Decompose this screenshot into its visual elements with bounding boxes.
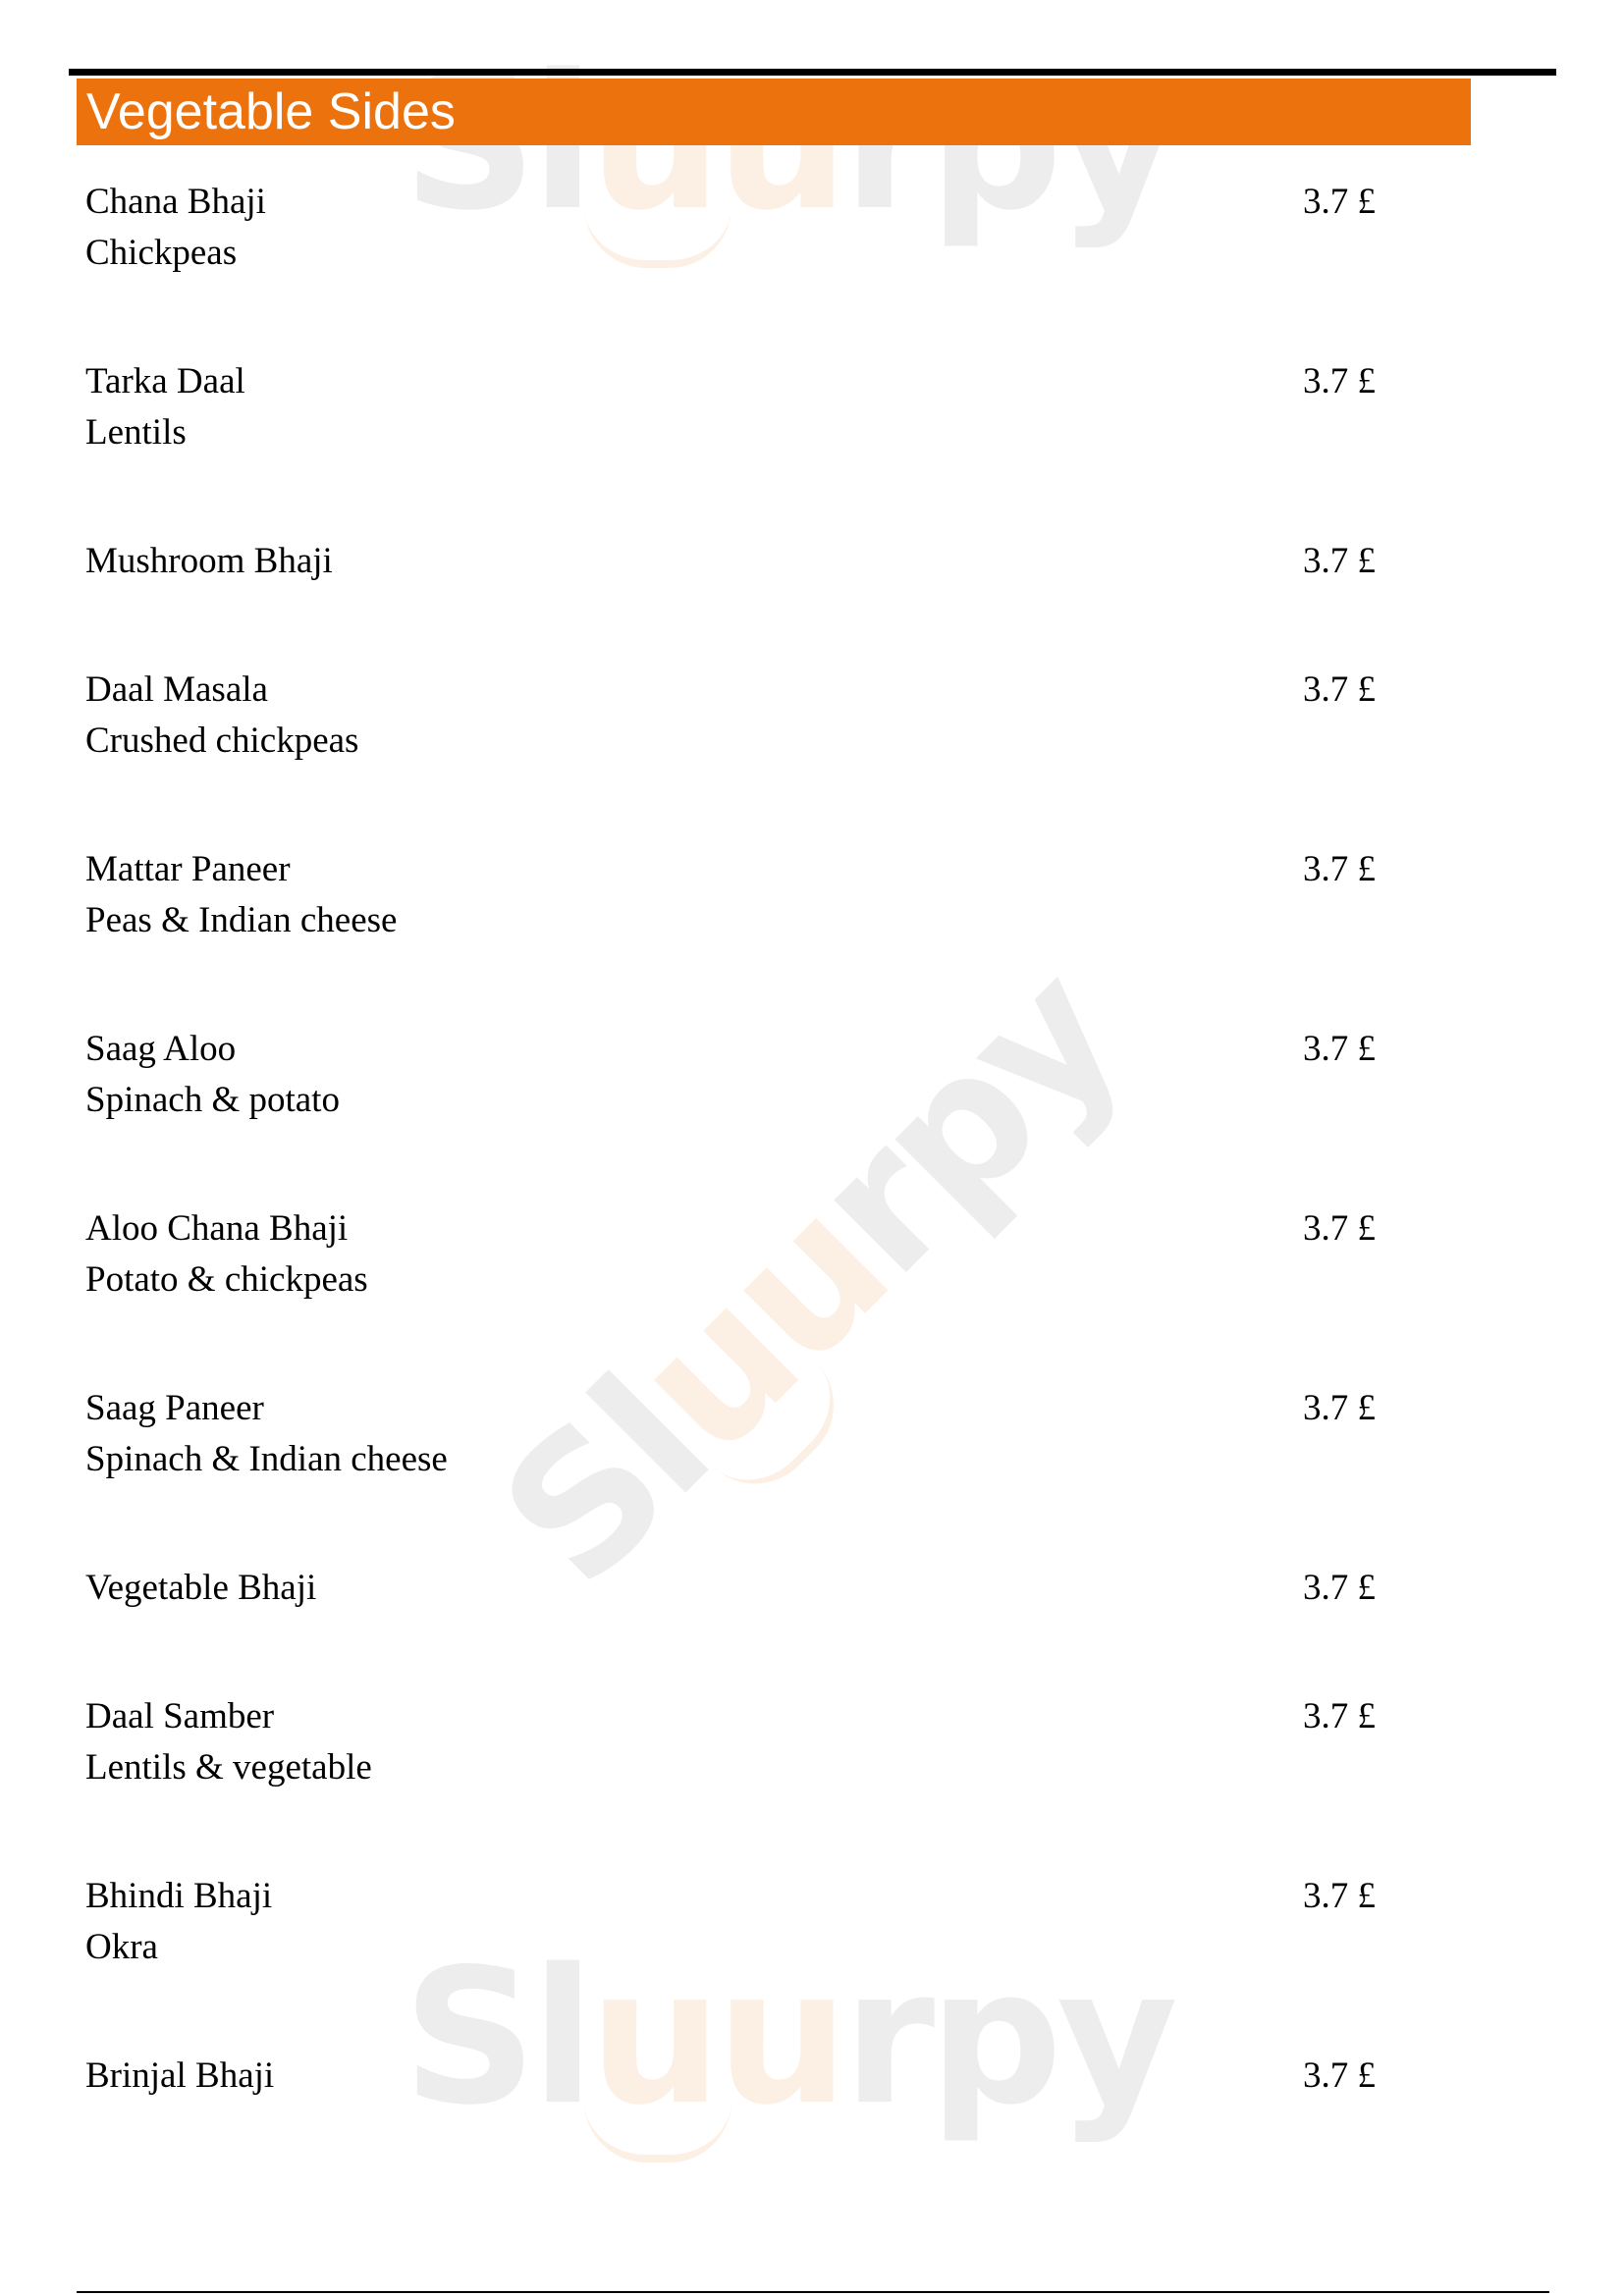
item-name: Brinjal Bhaji xyxy=(85,2056,275,2096)
item-name: Chana Bhaji xyxy=(85,182,266,222)
menu-item xyxy=(85,356,1460,458)
menu-item xyxy=(85,665,1460,767)
item-price: 3.7 £ xyxy=(1303,1876,1376,1916)
watermark-logo: Sluurpy xyxy=(461,928,1160,1627)
item-description: Okra xyxy=(85,1927,158,1967)
menu-item xyxy=(85,1871,1460,1973)
menu-list xyxy=(85,0,1460,2296)
item-name: Bhindi Bhaji xyxy=(85,1876,273,1916)
item-price: 3.7 £ xyxy=(1303,1029,1376,1069)
item-description: Spinach & Indian cheese xyxy=(85,1439,448,1479)
item-price: 3.7 £ xyxy=(1303,1208,1376,1249)
item-price: 3.7 £ xyxy=(1303,541,1376,581)
item-description: Peas & Indian cheese xyxy=(85,900,398,940)
item-description: Lentils & vegetable xyxy=(85,1747,372,1788)
menu-item xyxy=(85,177,1460,279)
item-price: 3.7 £ xyxy=(1303,849,1376,889)
section-title: Vegetable Sides xyxy=(86,83,456,140)
item-name: Daal Masala xyxy=(85,669,268,710)
item-description: Spinach & potato xyxy=(85,1080,340,1120)
menu-item xyxy=(85,1563,1460,1614)
item-description: Crushed chickpeas xyxy=(85,721,359,761)
menu-item xyxy=(85,1383,1460,1485)
item-name: Aloo Chana Bhaji xyxy=(85,1208,349,1249)
item-name: Saag Aloo xyxy=(85,1029,237,1069)
item-name: Saag Paneer xyxy=(85,1388,264,1428)
item-price: 3.7 £ xyxy=(1303,361,1376,401)
item-price: 3.7 £ xyxy=(1303,2056,1376,2096)
item-price: 3.7 £ xyxy=(1303,669,1376,710)
menu-item xyxy=(85,1691,1460,1793)
item-name: Daal Samber xyxy=(85,1696,275,1736)
menu-item xyxy=(85,1203,1460,1306)
item-name: Mattar Paneer xyxy=(85,849,291,889)
item-price: 3.7 £ xyxy=(1303,182,1376,222)
item-price: 3.7 £ xyxy=(1303,1388,1376,1428)
item-description: Lentils xyxy=(85,412,187,453)
menu-item xyxy=(85,536,1460,587)
menu-item xyxy=(85,2051,1460,2102)
item-price: 3.7 £ xyxy=(1303,1696,1376,1736)
menu-item xyxy=(85,1024,1460,1126)
bottom-divider xyxy=(77,2291,1549,2293)
watermark-logo: Sluurpy xyxy=(403,1929,1172,2146)
item-name: Mushroom Bhaji xyxy=(85,541,333,581)
item-description: Potato & chickpeas xyxy=(85,1259,368,1300)
item-name: Vegetable Bhaji xyxy=(85,1568,317,1608)
item-description: Chickpeas xyxy=(85,233,238,273)
menu-item xyxy=(85,844,1460,946)
item-price: 3.7 £ xyxy=(1303,1568,1376,1608)
item-name: Tarka Daal xyxy=(85,361,245,401)
